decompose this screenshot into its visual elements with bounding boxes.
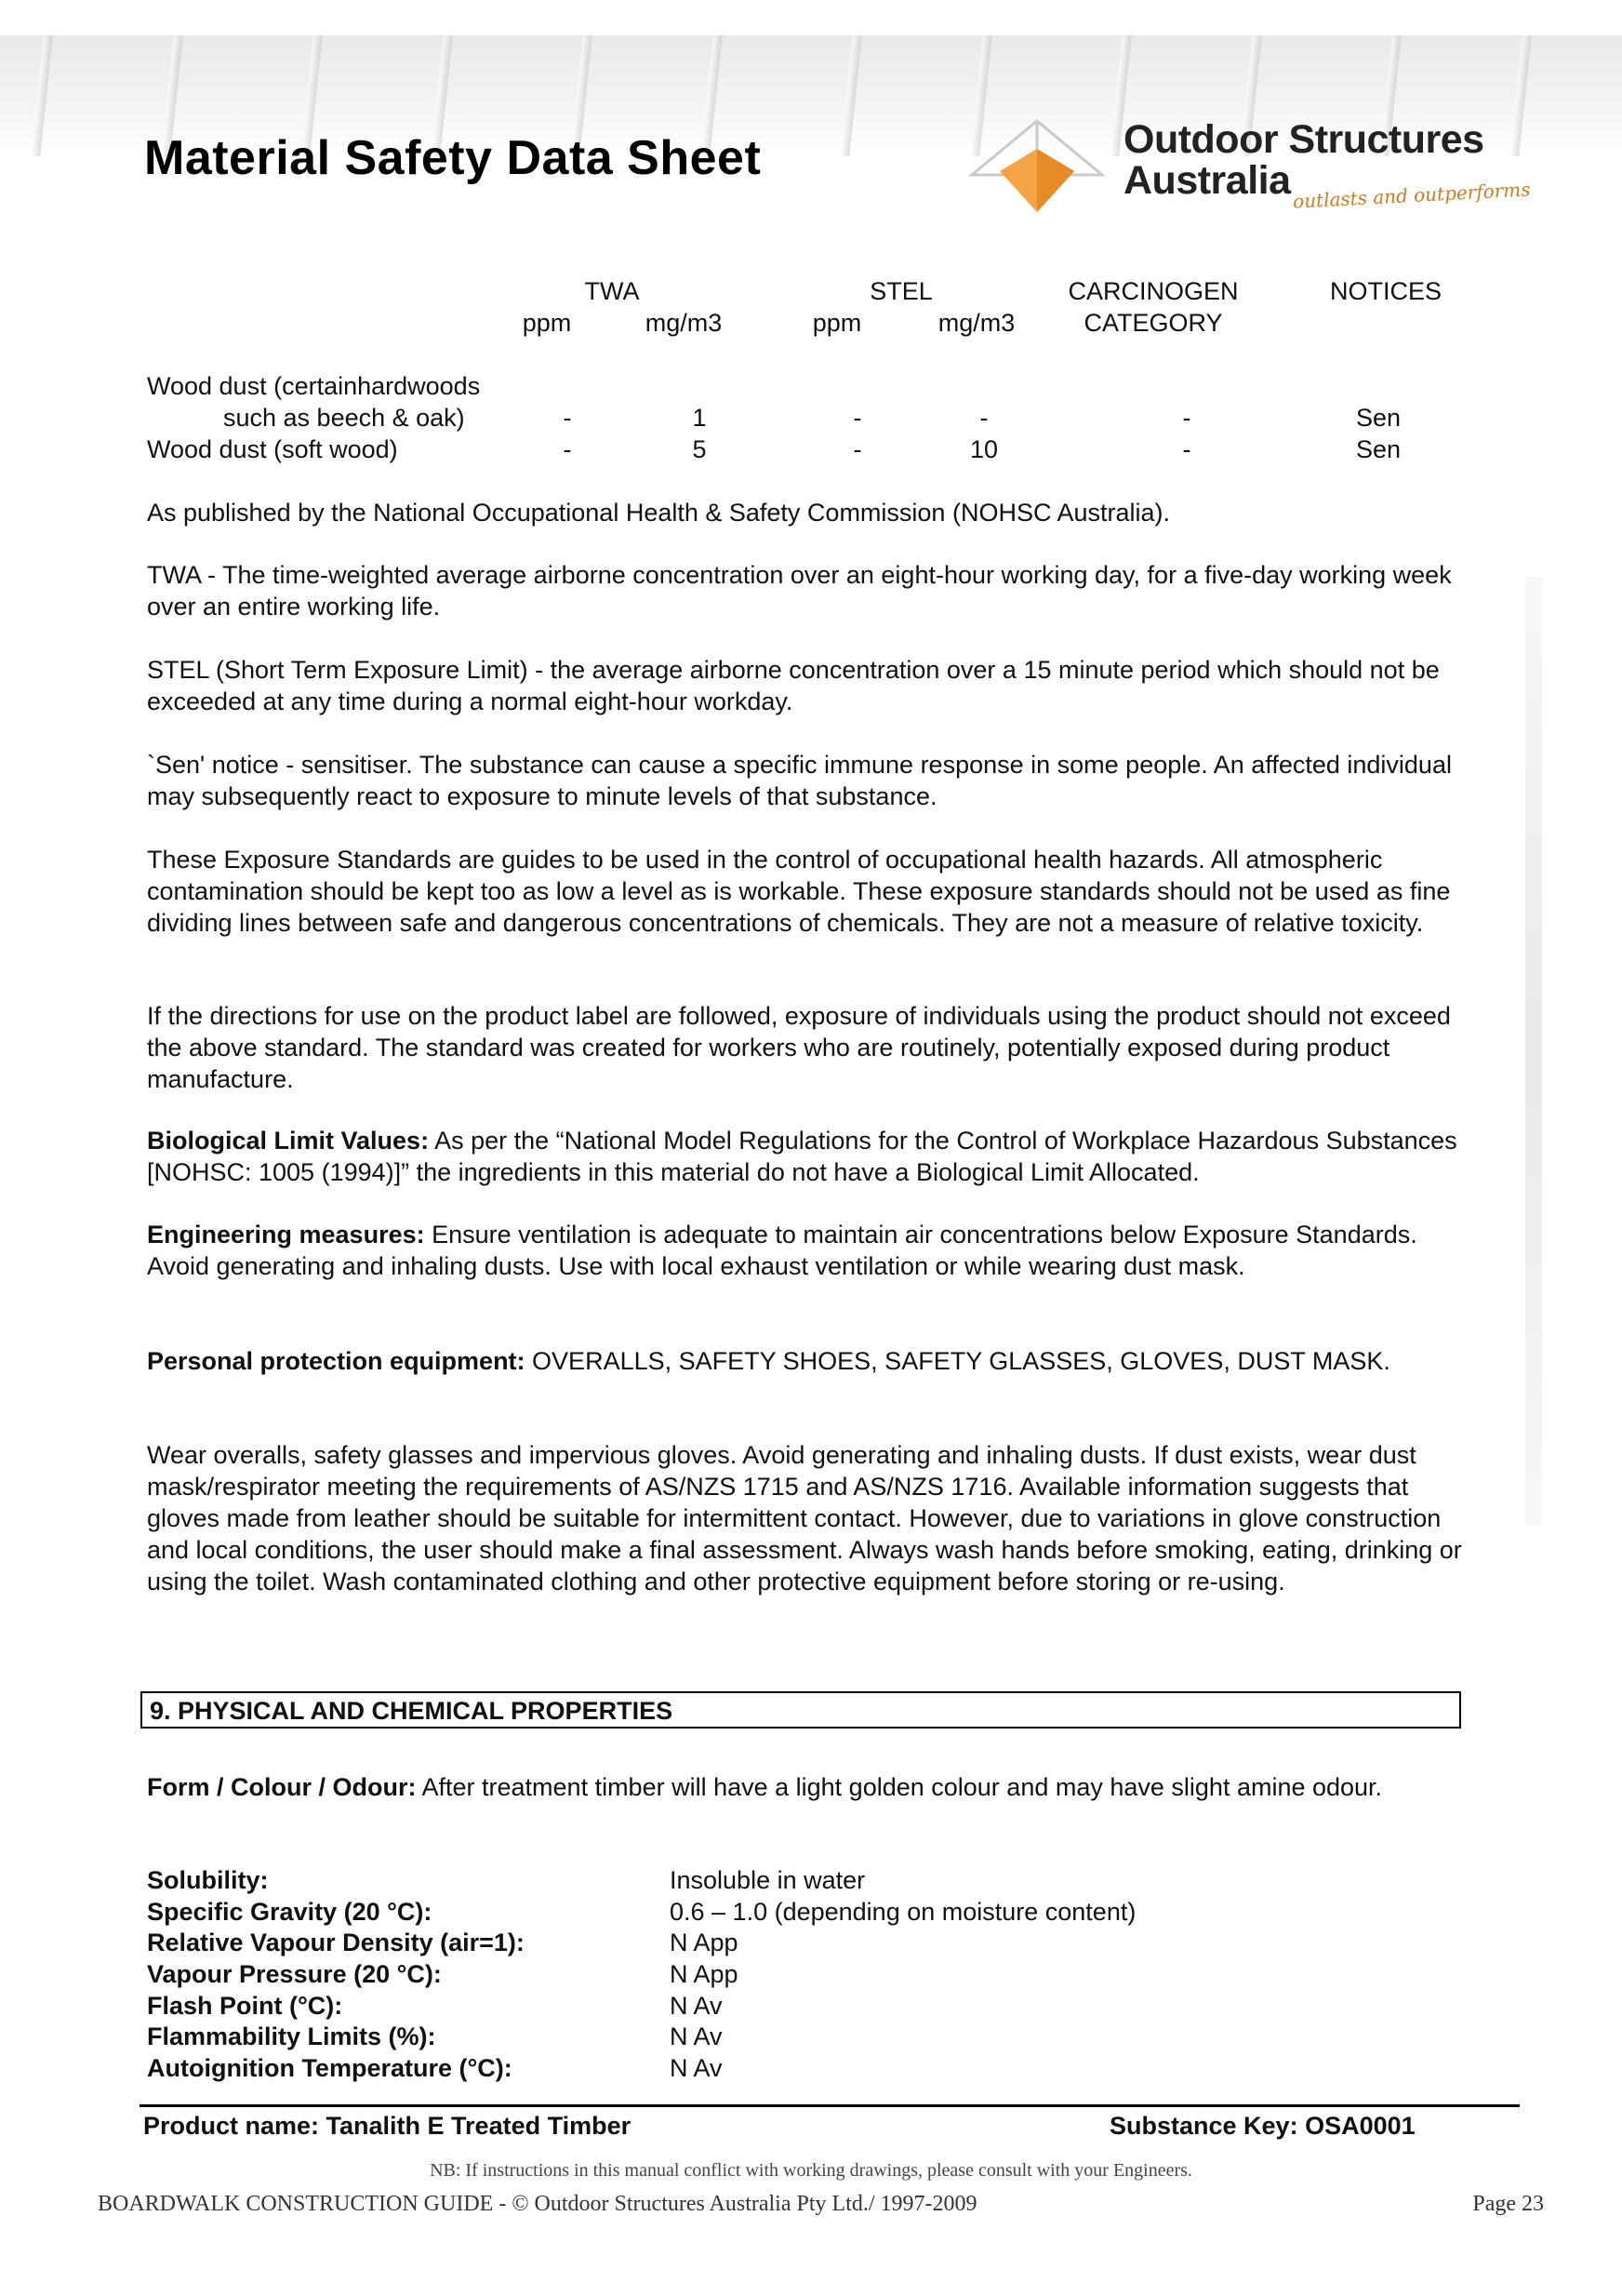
form-text: After treatment timber will have a light golden colour and may have slight amine odour. (416, 1773, 1383, 1801)
bio-label: Biological Limit Values: (147, 1127, 430, 1155)
prop-label-flash-point: Flash Point (°C): (147, 1992, 343, 2020)
row-name-cont: such as beech & oak) (223, 404, 465, 432)
prop-value-autoignition: N Av (670, 2054, 723, 2082)
para-twa: TWA - The time-weighted average airborne concentration over an eight-hour working day, for a five-day working week over an entire working life. (147, 561, 1452, 621)
prop-label-vapour-density: Relative Vapour Density (air=1): (147, 1929, 525, 1956)
guide-copyright: BOARDWALK CONSTRUCTION GUIDE - © Outdoor Structures Australia Pty Ltd./ 1997-2009 (98, 2192, 977, 2216)
section-title: 9. PHYSICAL AND CHEMICAL PROPERTIES (150, 1697, 673, 1725)
cell-twa-mgm3: 5 (692, 435, 707, 463)
prop-value-specific-gravity: 0.6 – 1.0 (depending on moisture content) (670, 1898, 1137, 1926)
cell-notices: Sen (1355, 404, 1402, 432)
col-group-twa: TWA (584, 277, 640, 305)
cell-notices: Sen (1355, 435, 1402, 463)
col-stel-ppm: ppm (812, 309, 862, 337)
cell-carcinogen: - (1182, 435, 1191, 463)
col-stel-mgm3: mg/m3 (937, 309, 1016, 337)
cell-twa-mgm3: 1 (692, 404, 707, 432)
row-name: Wood dust (certainhardwoods (147, 372, 481, 400)
para-biological (147, 1125, 1468, 1188)
col-twa-mgm3: mg/m3 (645, 309, 723, 337)
page-number: Page 23 (1472, 2192, 1544, 2216)
cell-twa-ppm: - (563, 435, 572, 463)
col-sub-category: CATEGORY (1084, 309, 1223, 337)
cell-stel-ppm: - (853, 435, 862, 463)
col-group-notices: NOTICES (1329, 277, 1442, 305)
prop-value-vapour-density: N App (670, 1929, 738, 1956)
prop-label-specific-gravity: Specific Gravity (20 °C): (147, 1898, 432, 1926)
cell-stel-ppm: - (853, 404, 862, 432)
prop-label-autoignition: Autoignition Temperature (°C): (147, 2054, 512, 2082)
prop-label-solubility: Solubility: (147, 1866, 269, 1894)
logo-wordmark-line1: Outdoor Structures (1123, 117, 1484, 162)
logo-wordmark-line2: Australia (1123, 158, 1291, 203)
bio-text: As per the “National Model Regulations for the Control of Workplace Hazardous Substances [NOHSC: 1005 (1994)]” the ingredients in this material do not have a Biological Limit Allocated. (147, 1127, 1457, 1186)
ppe-text: OVERALLS, SAFETY SHOES, SAFETY GLASSES, GLOVES, DUST MASK. (525, 1347, 1390, 1375)
side-decoration (1525, 577, 1542, 1526)
col-twa-ppm: ppm (522, 309, 572, 337)
page-title: Material Safety Data Sheet (144, 131, 762, 185)
eng-text: Ensure ventilation is adequate to maintain air concentrations below Exposure Standards. Avoid generating and inhaling dusts. Use with local exhaust ventilation or while wearing dust mask. (147, 1221, 1417, 1280)
para-form-colour-odour (147, 1771, 1468, 1803)
cell-stel-mgm3: - (979, 404, 989, 432)
prop-value-solubility: Insoluble in water (670, 1866, 866, 1894)
cell-twa-ppm: - (563, 404, 572, 432)
prop-value-flammability: N Av (670, 2022, 723, 2050)
para-published: As published by the National Occupational Health & Safety Commission (NOHSC Australia). (147, 499, 1170, 527)
ppe-label: Personal protection equipment: (147, 1347, 525, 1375)
para-ppe (147, 1345, 1468, 1377)
footer-divider (140, 2104, 1520, 2107)
prop-label-vapour-pressure: Vapour Pressure (20 °C): (147, 1960, 442, 1988)
para-standards: These Exposure Standards are guides to be used in the control of occupational health hazards. All atmospheric contamination should be kept too as low a level as is workable. These exposure standards should not be used as fine dividing lines between safe and dangerous concentrations of chemicals. They are not a measure of relative toxicity. (147, 846, 1451, 937)
cell-carcinogen: - (1182, 404, 1191, 432)
col-group-carcinogen: CARCINOGEN (1068, 277, 1239, 305)
row-name: Wood dust (soft wood) (147, 435, 398, 463)
cell-stel-mgm3: 10 (969, 435, 999, 463)
form-label: Form / Colour / Odour: (147, 1773, 417, 1801)
prop-value-vapour-pressure: N App (670, 1960, 738, 1988)
para-directions: If the directions for use on the product label are followed, exposure of individuals using the product should not exceed the above standard. The standard was created for workers who are routinely, potentially exposed during product manufacture. (147, 1002, 1451, 1093)
para-wear: Wear overalls, safety glasses and impervious gloves. Avoid generating and inhaling dusts. If dust exists, wear dust mask/respirator meeting the requirements of AS/NZS 1715 and AS/NZS 1716. Available information suggests that gloves made from leather should be suitable for intermittent contact. However, due to variations in glove construction and local conditions, the user should make a final assessment. Always wash hands before smoking, eating, drinking or using the toilet. Wash contaminated clothing and other protective equipment before storing or re-using. (147, 1441, 1462, 1595)
prop-label-flammability: Flammability Limits (%): (147, 2022, 436, 2050)
para-stel: STEL (Short Term Exposure Limit) - the average airborne concentration over a 15 minute period which should not be exceeded at any time during a normal eight-hour workday. (147, 656, 1440, 715)
para-sen: `Sen' notice - sensitiser. The substance can cause a specific immune response in some people. An affected individual may subsequently react to exposure to minute levels of that substance. (147, 751, 1452, 810)
substance-key: Substance Key: OSA0001 (1110, 2112, 1416, 2140)
product-name: Product name: Tanalith E Treated Timber (143, 2112, 632, 2140)
para-engineering (147, 1219, 1468, 1282)
eng-label: Engineering measures: (147, 1221, 425, 1248)
instructions-note: NB: If instructions in this manual conflict with working drawings, please consult with your Engineers. (430, 2160, 1192, 2181)
logo-tagline: outlasts and outperforms (1292, 178, 1532, 213)
prop-value-flash-point: N Av (670, 1992, 723, 2020)
section-header-box (140, 1691, 1461, 1729)
col-group-stel: STEL (870, 277, 933, 305)
